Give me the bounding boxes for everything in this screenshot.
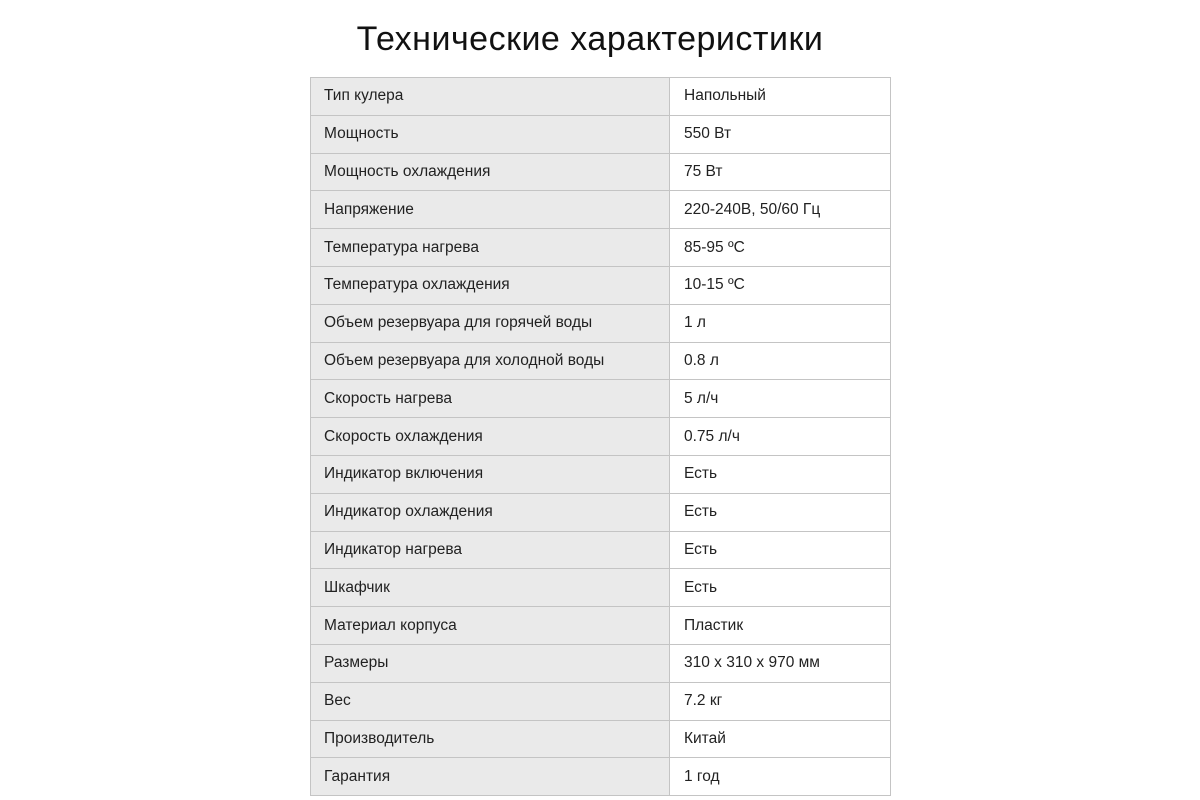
table-row [311, 342, 891, 380]
table-row [311, 304, 891, 342]
spec-value-cell: 5 л/ч [670, 380, 891, 418]
spec-name-cell: Тип кулера [311, 78, 670, 116]
table-row [311, 191, 891, 229]
spec-value-cell: Есть [670, 455, 891, 493]
spec-name-cell: Температура охлаждения [311, 266, 670, 304]
spec-value-cell: 550 Вт [670, 115, 891, 153]
spec-table [310, 77, 891, 796]
spec-name-cell: Объем резервуара для горячей воды [311, 304, 670, 342]
table-row [311, 153, 891, 191]
spec-name-cell: Индикатор охлаждения [311, 493, 670, 531]
spec-value-cell: 310 х 310 х 970 мм [670, 644, 891, 682]
spec-name-cell: Индикатор нагрева [311, 531, 670, 569]
spec-value-cell: 1 л [670, 304, 891, 342]
spec-name-cell: Вес [311, 682, 670, 720]
table-row [311, 682, 891, 720]
table-row [311, 229, 891, 267]
table-row [311, 455, 891, 493]
spec-name-cell: Напряжение [311, 191, 670, 229]
table-row [311, 380, 891, 418]
spec-name-cell: Размеры [311, 644, 670, 682]
table-row [311, 720, 891, 758]
spec-value-cell: 0.8 л [670, 342, 891, 380]
table-row [311, 115, 891, 153]
spec-name-cell: Мощность охлаждения [311, 153, 670, 191]
spec-value-cell: Напольный [670, 78, 891, 116]
spec-name-cell: Гарантия [311, 758, 670, 796]
spec-name-cell: Материал корпуса [311, 607, 670, 645]
spec-value-cell: Есть [670, 493, 891, 531]
spec-table-body [311, 78, 891, 796]
spec-value-cell: 10-15 ºС [670, 266, 891, 304]
spec-value-cell: 220-240В, 50/60 Гц [670, 191, 891, 229]
spec-value-cell: 85-95 ºС [670, 229, 891, 267]
spec-name-cell: Температура нагрева [311, 229, 670, 267]
table-row [311, 758, 891, 796]
table-row [311, 493, 891, 531]
spec-value-cell: Пластик [670, 607, 891, 645]
table-row [311, 569, 891, 607]
spec-name-cell: Производитель [311, 720, 670, 758]
spec-value-cell: 75 Вт [670, 153, 891, 191]
table-row [311, 266, 891, 304]
spec-name-cell: Индикатор включения [311, 455, 670, 493]
spec-value-cell: 0.75 л/ч [670, 418, 891, 456]
spec-name-cell: Объем резервуара для холодной воды [311, 342, 670, 380]
spec-name-cell: Скорость нагрева [311, 380, 670, 418]
spec-value-cell: Есть [670, 569, 891, 607]
table-row [311, 644, 891, 682]
spec-name-cell: Мощность [311, 115, 670, 153]
spec-value-cell: Есть [670, 531, 891, 569]
spec-value-cell: Китай [670, 720, 891, 758]
spec-name-cell: Шкафчик [311, 569, 670, 607]
table-row [311, 607, 891, 645]
table-row [311, 78, 891, 116]
page-title: Технические характеристики [356, 19, 824, 58]
spec-value-cell: 1 год [670, 758, 891, 796]
table-row [311, 531, 891, 569]
spec-value-cell: 7.2 кг [670, 682, 891, 720]
table-row [311, 418, 891, 456]
spec-name-cell: Скорость охлаждения [311, 418, 670, 456]
